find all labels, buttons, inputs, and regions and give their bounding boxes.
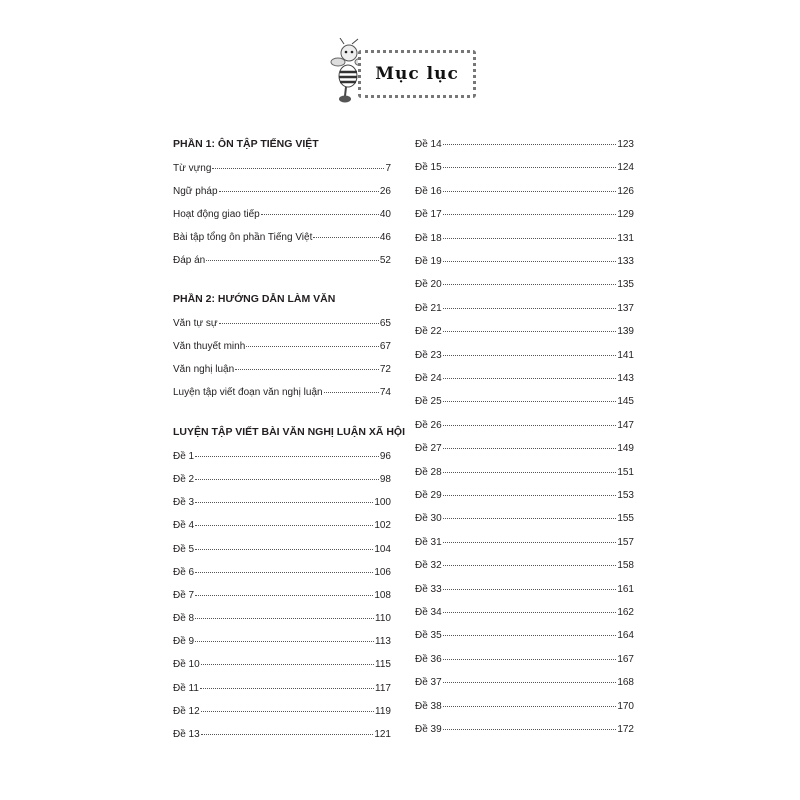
toc-entry-label: Văn nghị luận xyxy=(173,364,235,375)
toc-entry xyxy=(173,341,391,355)
toc-entry xyxy=(415,701,634,715)
toc-entry-page: 26 xyxy=(379,186,391,197)
toc-entry-page: 115 xyxy=(375,659,391,671)
toc-entry-page: 72 xyxy=(379,364,391,375)
dot-leader xyxy=(195,595,373,596)
toc-entry xyxy=(415,303,634,317)
toc-entry-page: 110 xyxy=(375,613,391,625)
toc-entry xyxy=(415,209,634,223)
toc-entry-label: Văn thuyết minh xyxy=(173,341,246,352)
toc-entry xyxy=(415,584,634,598)
toc-entry xyxy=(415,607,634,621)
toc-entry xyxy=(173,636,391,650)
toc-entry-label: Đề 14 xyxy=(415,139,442,150)
dot-leader xyxy=(443,542,617,543)
toc-entry-page: 124 xyxy=(617,162,634,174)
dot-leader xyxy=(443,612,617,613)
toc-entry-label: Đề 21 xyxy=(415,302,442,314)
dot-leader xyxy=(443,472,617,473)
toc-entry xyxy=(415,724,634,738)
toc-entry xyxy=(415,467,634,481)
toc-entry xyxy=(173,387,391,401)
toc-entry-page: 135 xyxy=(617,279,634,291)
toc-entry xyxy=(173,318,391,332)
toc-entry xyxy=(173,497,391,511)
toc-entry-label: Đề 25 xyxy=(415,396,442,408)
toc-entry xyxy=(173,451,391,465)
toc-entry xyxy=(173,706,391,720)
dot-leader xyxy=(235,369,379,370)
toc-entry-page: 170 xyxy=(617,700,634,712)
dot-leader xyxy=(195,456,379,457)
toc-entry-page: 139 xyxy=(617,326,634,338)
toc-entry-label: Đề 15 xyxy=(415,162,442,174)
toc-entry-label: Đề 8 xyxy=(173,613,195,625)
dot-leader xyxy=(443,331,617,332)
toc-entry-page: 96 xyxy=(379,451,391,462)
toc-entry-page: 145 xyxy=(617,396,634,408)
toc-entry xyxy=(173,520,391,534)
toc-entry xyxy=(415,654,634,668)
toc-entry-label: Đề 16 xyxy=(415,185,442,197)
toc-entry-label: Đề 37 xyxy=(415,677,442,689)
toc-entry-label: Đề 13 xyxy=(173,728,200,740)
toc-entry-label: Đề 9 xyxy=(173,636,195,648)
toc-entry-page: 100 xyxy=(374,497,391,509)
toc-entry-label: Đề 17 xyxy=(415,209,442,221)
toc-entry-page: 65 xyxy=(379,318,391,329)
toc-entry-label: Đề 29 xyxy=(415,490,442,501)
dot-leader xyxy=(443,565,617,566)
dot-leader xyxy=(443,214,617,215)
toc-entry-page: 161 xyxy=(617,583,634,595)
toc-entry-label: Bài tập tổng ôn phần Tiếng Việt xyxy=(173,232,313,243)
toc-entry-page: 168 xyxy=(617,677,634,689)
toc-entry-label: Đáp án xyxy=(173,255,206,266)
dot-leader xyxy=(443,635,617,636)
toc-entry xyxy=(415,186,634,200)
dot-leader xyxy=(195,549,373,550)
toc-entry-page: 164 xyxy=(617,630,634,642)
dot-leader xyxy=(443,191,617,192)
dot-leader xyxy=(195,525,373,526)
toc-entry-page: 113 xyxy=(375,636,391,648)
toc-entry xyxy=(415,162,634,176)
toc-entry-page: 40 xyxy=(379,209,391,220)
toc-entry xyxy=(173,186,391,200)
toc-entry-label: Đề 12 xyxy=(173,705,200,717)
title-banner xyxy=(330,38,480,106)
toc-entry xyxy=(415,630,634,644)
toc-entry-label: Đề 5 xyxy=(173,543,195,555)
toc-entry-page: 172 xyxy=(617,724,634,735)
dot-leader xyxy=(195,618,374,619)
dot-leader xyxy=(443,425,617,426)
toc-entry xyxy=(173,544,391,558)
section-heading: PHẦN 2: HƯỚNG DẪN LÀM VĂN xyxy=(173,293,336,305)
toc-entry-label: Đề 26 xyxy=(415,419,442,431)
toc-entry-page: 141 xyxy=(617,349,634,361)
toc-entry-page: 143 xyxy=(617,373,634,384)
dot-leader xyxy=(443,682,617,683)
toc-entry-page: 102 xyxy=(374,520,391,532)
dot-leader xyxy=(219,323,379,324)
dot-leader xyxy=(443,261,617,262)
dot-leader xyxy=(313,237,379,238)
toc-entry xyxy=(415,420,634,434)
toc-entry xyxy=(415,513,634,527)
toc-entry xyxy=(415,396,634,410)
toc-entry-label: Đề 18 xyxy=(415,232,442,244)
toc-entry-label: Đề 4 xyxy=(173,520,195,532)
toc-entry xyxy=(415,350,634,364)
dot-leader xyxy=(246,346,379,347)
dot-leader xyxy=(201,734,374,735)
toc-entry xyxy=(173,683,391,697)
toc-entry xyxy=(173,613,391,627)
dot-leader xyxy=(443,308,617,309)
toc-entry-label: Đề 38 xyxy=(415,700,442,712)
toc-entry-label: Đề 30 xyxy=(415,513,442,525)
toc-entry-label: Đề 28 xyxy=(415,466,442,478)
toc-entry-label: Đề 2 xyxy=(173,474,195,486)
toc-entry xyxy=(415,537,634,551)
toc-entry xyxy=(415,326,634,340)
toc-entry-label: Văn tự sự xyxy=(173,318,218,329)
toc-entry-label: Đề 34 xyxy=(415,607,442,618)
toc-entry-page: 121 xyxy=(374,728,391,740)
toc-entry-page: 7 xyxy=(385,163,391,174)
toc-entry-page: 158 xyxy=(617,560,634,572)
section-heading: PHẦN 1: ÔN TẬP TIẾNG VIỆT xyxy=(173,138,319,150)
toc-entry-page: 157 xyxy=(617,536,634,548)
dot-leader xyxy=(206,260,379,261)
dot-leader xyxy=(443,378,617,379)
toc-entry xyxy=(173,567,391,581)
toc-entry-label: Hoạt động giao tiếp xyxy=(173,209,260,220)
toc-entry-page: 149 xyxy=(617,443,634,455)
dot-leader xyxy=(195,572,373,573)
toc-entry-page: 151 xyxy=(617,466,634,478)
toc-entry-page: 104 xyxy=(374,543,391,555)
section-heading: LUYỆN TẬP VIẾT BÀI VĂN NGHỊ LUẬN XÃ HỘI xyxy=(173,426,405,438)
toc-entry xyxy=(415,256,634,270)
toc-entry-page: 106 xyxy=(374,566,391,578)
toc-entry-page: 129 xyxy=(617,209,634,221)
toc-entry-page: 126 xyxy=(617,185,634,197)
toc-entry xyxy=(415,443,634,457)
toc-entry-label: Từ vựng xyxy=(173,163,212,174)
toc-entry-label: Đề 19 xyxy=(415,256,442,267)
dot-leader xyxy=(443,284,617,285)
dot-leader xyxy=(443,518,617,519)
toc-entry-label: Đề 6 xyxy=(173,566,195,578)
toc-entry xyxy=(415,677,634,691)
toc-entry xyxy=(173,590,391,604)
toc-entry-label: Đề 20 xyxy=(415,279,442,291)
dot-leader xyxy=(443,706,617,707)
toc-entry xyxy=(415,560,634,574)
dot-leader xyxy=(201,664,374,665)
page-title: Mục lục xyxy=(375,64,459,84)
toc-entry-label: Đề 33 xyxy=(415,583,442,595)
toc-entry-label: Đề 23 xyxy=(415,349,442,361)
toc-entry-page: 108 xyxy=(374,589,391,601)
toc-entry-page: 137 xyxy=(617,302,634,314)
toc-entry xyxy=(415,139,634,153)
toc-entry xyxy=(173,232,391,246)
dot-leader xyxy=(443,401,617,402)
toc-entry-page: 162 xyxy=(617,607,634,618)
dot-leader xyxy=(443,144,617,145)
dot-leader xyxy=(443,448,617,449)
toc-entry-page: 153 xyxy=(617,490,634,501)
dot-leader xyxy=(200,688,374,689)
toc-entry-page: 117 xyxy=(375,682,391,694)
toc-entry-page: 74 xyxy=(379,387,391,398)
toc-entry xyxy=(173,163,391,177)
toc-entry-page: 98 xyxy=(379,474,391,486)
dot-leader xyxy=(212,168,384,169)
toc-entry-label: Đề 27 xyxy=(415,443,442,455)
toc-entry-label: Đề 1 xyxy=(173,451,195,462)
dot-leader xyxy=(443,729,617,730)
dot-leader xyxy=(261,214,379,215)
toc-entry-label: Đề 7 xyxy=(173,589,195,601)
dot-leader xyxy=(195,502,373,503)
toc-entry-label: Đề 36 xyxy=(415,653,442,665)
toc-entry xyxy=(415,233,634,247)
toc-entry-page: 131 xyxy=(617,232,634,244)
dot-leader xyxy=(219,191,379,192)
toc-entry-page: 46 xyxy=(379,232,391,243)
toc-entry xyxy=(173,209,391,223)
toc-entry xyxy=(173,729,391,743)
toc-entry-page: 167 xyxy=(617,653,634,665)
toc-entry-page: 123 xyxy=(617,139,634,150)
toc-entry-page: 119 xyxy=(375,705,391,717)
toc-entry-label: Đề 11 xyxy=(173,682,199,694)
toc-entry-page: 147 xyxy=(617,419,634,431)
dot-leader xyxy=(443,238,617,239)
toc-entry xyxy=(173,364,391,378)
toc-entry-label: Đề 22 xyxy=(415,326,442,338)
dot-leader xyxy=(195,479,379,480)
toc-entry-label: Đề 10 xyxy=(173,659,200,671)
toc-entry-label: Đề 39 xyxy=(415,724,442,735)
toc-entry-page: 52 xyxy=(379,255,391,266)
toc-entry-label: Đề 3 xyxy=(173,497,195,509)
toc-entry xyxy=(415,490,634,504)
dot-leader xyxy=(443,659,617,660)
toc-entry xyxy=(173,474,391,488)
dot-leader xyxy=(195,641,374,642)
toc-entry-label: Luyện tập viết đoạn văn nghị luận xyxy=(173,387,323,398)
dot-leader xyxy=(443,495,617,496)
toc-entry-page: 155 xyxy=(617,513,634,525)
toc-entry-label: Đề 32 xyxy=(415,560,442,572)
toc-entry-page: 67 xyxy=(379,341,391,352)
toc-entry-label: Đề 31 xyxy=(415,536,442,548)
dot-leader xyxy=(443,167,617,168)
dot-leader xyxy=(324,392,379,393)
toc-entry-label: Đề 24 xyxy=(415,373,442,384)
dot-leader xyxy=(201,711,374,712)
dot-leader xyxy=(443,355,617,356)
toc-entry xyxy=(173,659,391,673)
toc-entry-label: Đề 35 xyxy=(415,630,442,642)
toc-entry xyxy=(173,255,391,269)
dot-leader xyxy=(443,589,617,590)
toc-entry-label: Ngữ pháp xyxy=(173,186,218,197)
toc-entry-page: 133 xyxy=(617,256,634,267)
toc-entry xyxy=(415,373,634,387)
toc-entry xyxy=(415,279,634,293)
